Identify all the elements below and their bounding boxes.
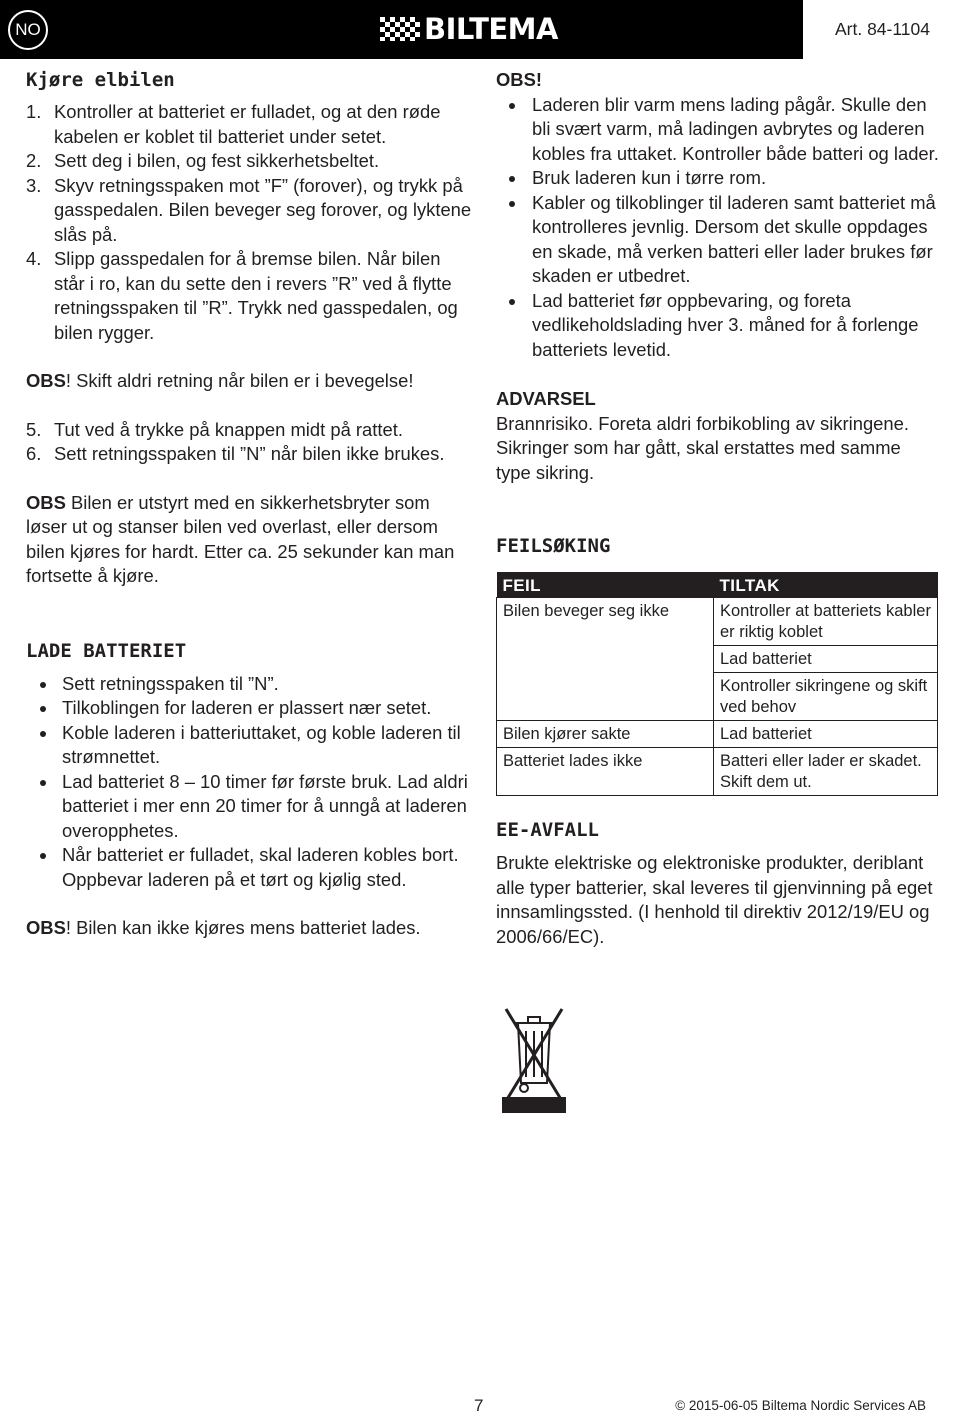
charge-heading: LADE BATTERIET: [26, 639, 187, 662]
table-row: [497, 598, 938, 646]
copyright: © 2015-06-05 Biltema Nordic Services AB: [675, 1398, 926, 1413]
header-bar: [0, 0, 960, 59]
right-column: [496, 68, 942, 949]
language-badge: NO: [8, 10, 48, 50]
step-item: 1. Kontroller at batteriet er fulladet, og at den røde kabelen er koblet til batteriet under setet.: [26, 101, 441, 147]
table-header-row: [497, 572, 938, 598]
article-box: [803, 0, 960, 59]
obs-note-charging: OBS! Bilen kan ikke kjøres mens batteriet lades.: [26, 917, 421, 938]
article-number: Art. 84-1104: [834, 19, 930, 39]
list-item: Koble laderen i batteriuttaket, og koble laderen til strømnettet.: [26, 721, 474, 770]
left-column: [26, 68, 474, 941]
obs-list: [496, 93, 942, 363]
table-row: [497, 748, 938, 796]
brand-name: BILTEMA: [424, 12, 558, 46]
drive-heading: Kjøre elbilen: [26, 69, 175, 91]
column-header-action: TILTAK: [714, 572, 938, 598]
fault-cell: Bilen beveger seg ikke: [497, 598, 714, 721]
action-cell: Kontroller sikringene og skift ved behov: [714, 673, 938, 721]
crossed-out-wheelie-bin-icon: [502, 1005, 566, 1113]
list-item: Lad batteriet før oppbevaring, og foreta vedlikeholdslading hver 3. måned for å forlenge batteriets levetid.: [496, 289, 942, 363]
action-cell: Kontroller at batteriets kabler er riktig koblet: [714, 598, 938, 646]
action-cell: Lad batteriet: [714, 721, 938, 748]
action-cell: Batteri eller lader er skadet. Skift dem ut.: [714, 748, 938, 796]
fault-cell: Bilen kjører sakte: [497, 721, 714, 748]
troubleshooting-table: [496, 572, 938, 796]
step-item: 6. Sett retningsspaken til ”N” når bilen ikke brukes.: [26, 443, 445, 464]
obs-note-safety: OBS Bilen er utstyrt med en sikkerhetsbryter som løser ut og stanser bilen ved overlast, eller dersom bilen kjøres for hardt. Etter ca. 25 sekunder kan man fortsette å kjøre.: [26, 491, 455, 586]
column-header-fault: FEIL: [497, 572, 714, 598]
checkered-flag-icon: [380, 17, 420, 41]
list-item: Kabler og tilkoblinger til laderen samt batteriet må kontrolleres jevnlig. Dersom det skulle oppdages en skade, må verken batteri eller lader brukes før skaden er utbedret.: [496, 191, 942, 289]
list-item: Når batteriet er fulladet, skal laderen kobles bort. Oppbevar laderen på et tørt og kjølig sted.: [26, 843, 474, 892]
waste-heading: EE-AVFALL: [496, 819, 599, 841]
list-item: Lad batteriet 8 – 10 timer før første bruk. Lad aldri batteriet i mer enn 20 timer for å unngå at laderen overopphetes.: [26, 770, 474, 844]
page-number: 7: [474, 1396, 484, 1415]
waste-text: Brukte elektriske og elektroniske produkter, deriblant alle typer batterier, skal leveres til gjenvinning på eget innsamlingssted. (I henhold til direktiv 2012/19/EU og 2006/66/EC).: [496, 852, 933, 947]
warning-text: Brannrisiko. Foreta aldri forbikobling av sikringene. Sikringer som har gått, skal erstattes med samme type sikring.: [496, 412, 909, 483]
list-item: Sett retningsspaken til ”N”.: [26, 672, 474, 697]
warning-heading: ADVARSEL: [496, 388, 596, 409]
obs-note-direction: OBS! Skift aldri retning når bilen er i bevegelse!: [26, 370, 414, 391]
step-item: 5. Tut ved å trykke på knappen midt på rattet.: [26, 418, 403, 440]
list-item: Tilkoblingen for laderen er plassert nær setet.: [26, 696, 474, 721]
step-item: 4. Slipp gasspedalen for å bremse bilen. Når bilen står i ro, kan du sette den i revers ”R” ved å flytte retningsspaken til ”R”. Trykk ned gasspedalen, og bilen rygger.: [26, 248, 458, 343]
step-item: 2. Sett deg i bilen, og fest sikkerhetsbeltet.: [26, 150, 380, 171]
brand-logo: [380, 14, 558, 44]
charge-list: [26, 672, 474, 893]
troubleshooting-heading: FEILSØKING: [496, 535, 611, 557]
list-item: Bruk laderen kun i tørre rom.: [496, 166, 942, 191]
horn-steps: [26, 418, 474, 467]
obs-heading: OBS!: [496, 69, 542, 90]
drive-steps: [26, 100, 474, 345]
table-row: [497, 721, 938, 748]
fault-cell: Batteriet lades ikke: [497, 748, 714, 796]
step-item: 3. Skyv retningsspaken mot ”F” (forover), og trykk på gasspedalen. Bilen beveger seg forover, og lyktene slås på.: [26, 174, 472, 245]
list-item: Laderen blir varm mens lading pågår. Skulle den bli svært varm, må ladingen avbrytes og laderen kobles fra uttaket. Kontroller både batteri og lader.: [496, 93, 942, 167]
action-cell: Lad batteriet: [714, 646, 938, 673]
